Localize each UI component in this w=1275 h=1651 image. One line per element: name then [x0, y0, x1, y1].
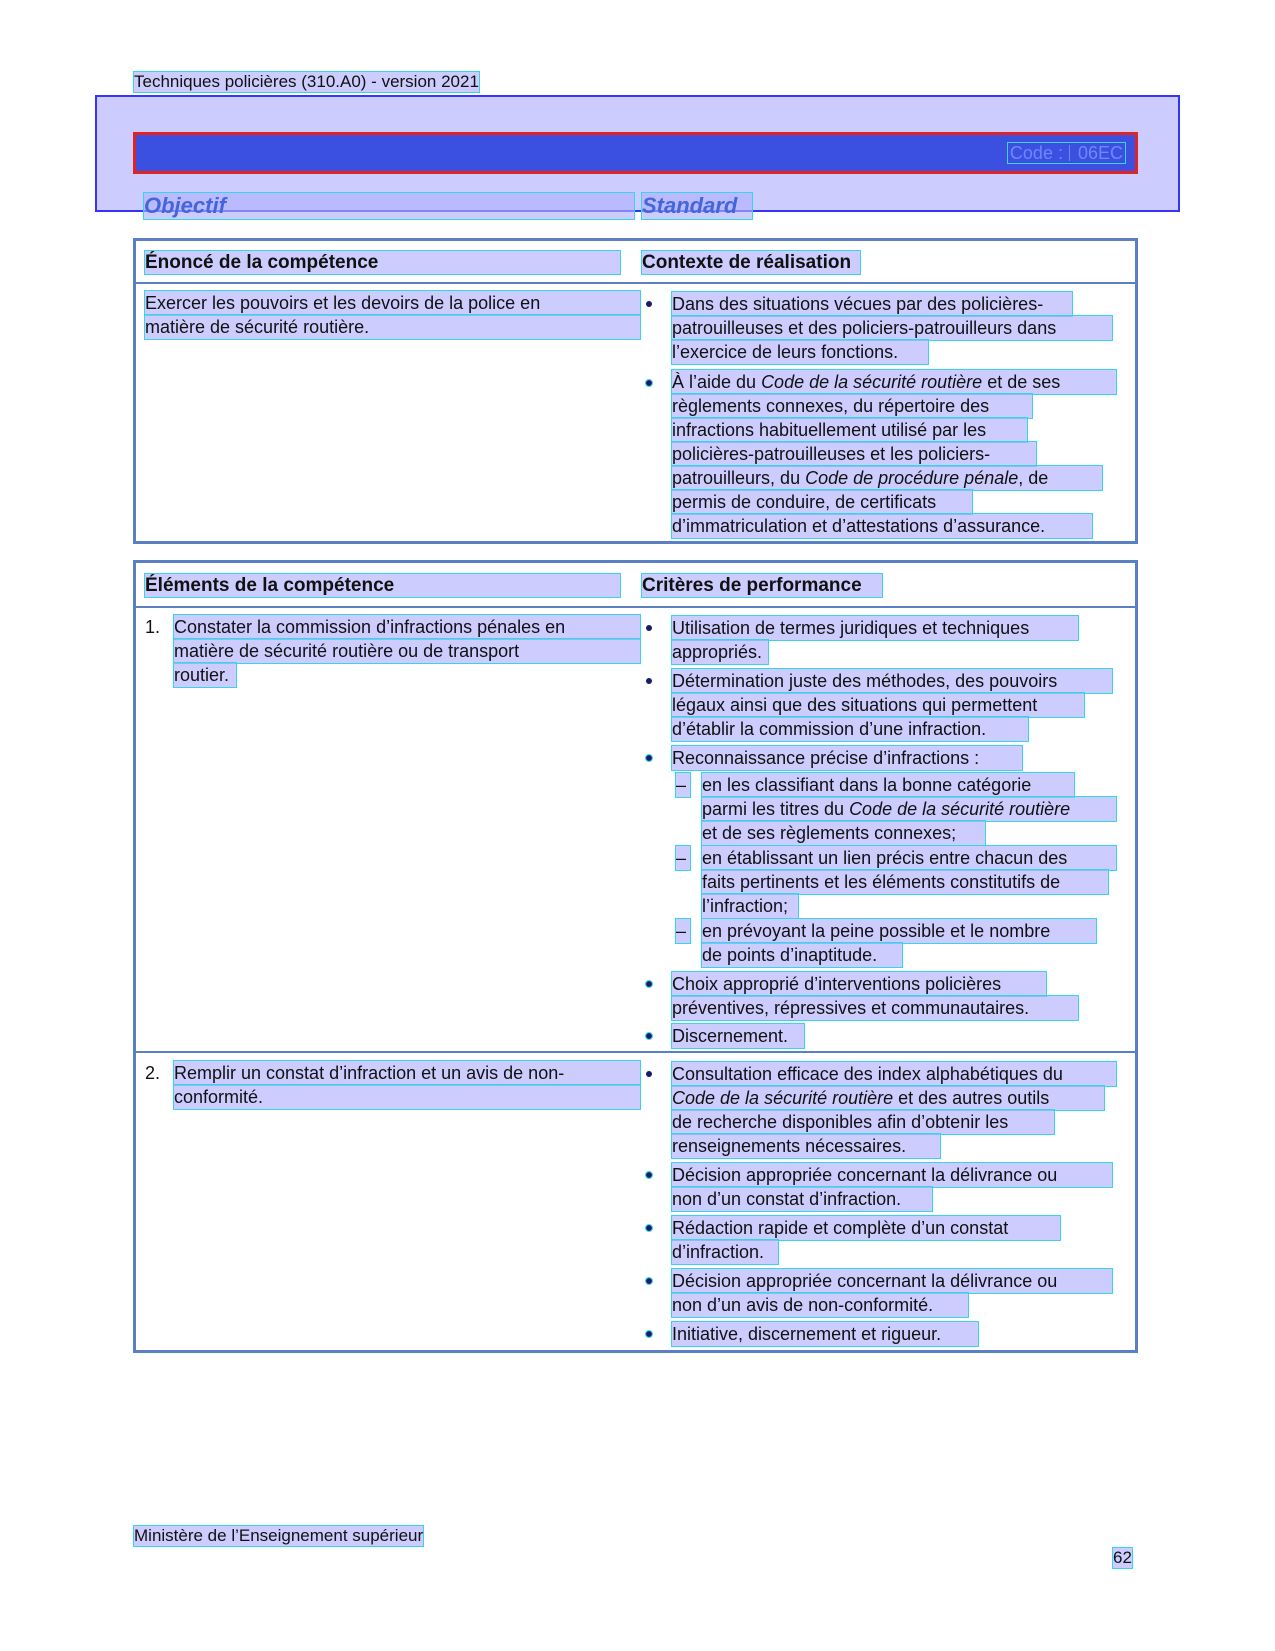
- statement-column-header: Énoncé de la compétence: [145, 251, 620, 274]
- bullet-icon: [646, 1225, 652, 1231]
- context-line: policières-patrouilleuses et les policiers-: [672, 442, 1036, 466]
- criteria-line: Discernement.: [672, 1024, 804, 1048]
- criteria-line: appropriés.: [672, 640, 768, 664]
- criteria-line: Décision appropriée concernant la délivrance ou: [672, 1269, 1112, 1293]
- criteria-line: d’infraction.: [672, 1240, 778, 1264]
- criteria-line: Utilisation de termes juridiques et techniques: [672, 616, 1078, 640]
- criteria-line: Reconnaissance précise d’infractions :: [672, 746, 1022, 770]
- sub-criteria-line: de points d’inaptitude.: [702, 943, 902, 967]
- context-line: permis de conduire, de certificats: [672, 490, 972, 514]
- dash-icon: –: [676, 846, 690, 870]
- code-label: [1008, 143, 1125, 163]
- bullet-icon: [646, 301, 652, 307]
- criteria-line: d’établir la commission d’une infraction.: [672, 717, 1028, 741]
- context-line: Dans des situations vécues par des policières-: [672, 292, 1072, 316]
- bullet-icon: [646, 755, 652, 761]
- standard-heading: Standard: [642, 193, 752, 219]
- context-line: infractions habituellement utilisé par les: [672, 418, 1027, 442]
- row-divider: [136, 1051, 1135, 1053]
- footer-ministry: Ministère de l’Enseignement supérieur: [134, 1526, 424, 1545]
- criteria-line: Code de la sécurité routière et des autres outils: [672, 1086, 1104, 1110]
- criteria-line: légaux ainsi que des situations qui permettent: [672, 693, 1084, 717]
- code-value: 06EC: [1077, 143, 1123, 163]
- context-line: À l’aide du Code de la sécurité routière et de ses: [672, 370, 1116, 394]
- criteria-line: non d’un constat d’infraction.: [672, 1187, 932, 1211]
- header-divider: [136, 282, 1135, 284]
- criteria-line: renseignements nécessaires.: [672, 1134, 940, 1158]
- elements-column-header: Éléments de la compétence: [145, 574, 620, 597]
- criteria-line: non d’un avis de non-conformité.: [672, 1293, 968, 1317]
- criteria-column-header: Critères de performance: [642, 574, 882, 597]
- element-number: 2.: [145, 1063, 161, 1083]
- dash-icon: –: [676, 919, 690, 943]
- statement-line: matière de sécurité routière.: [145, 315, 640, 339]
- criteria-line: Rédaction rapide et complète d’un constat: [672, 1216, 1060, 1240]
- element-line: Remplir un constat d’infraction et un avis de non-: [174, 1061, 640, 1085]
- context-column-header: Contexte de réalisation: [642, 251, 860, 274]
- bullet-icon: [646, 1278, 652, 1284]
- criteria-line: Choix approprié d’interventions policières: [672, 972, 1046, 996]
- criteria-line: Consultation efficace des index alphabétiques du: [672, 1062, 1116, 1086]
- dash-icon: –: [676, 773, 690, 797]
- sub-criteria-line: en prévoyant la peine possible et le nombre: [702, 919, 1096, 943]
- elements-table: [133, 560, 1138, 1353]
- sub-criteria-line: en établissant un lien précis entre chacun des: [702, 846, 1116, 870]
- header-divider: [136, 606, 1135, 608]
- element-number: 1.: [145, 617, 161, 637]
- code-label-text: Code :: [1009, 143, 1063, 163]
- element-line: matière de sécurité routière ou de transport: [174, 639, 640, 663]
- context-line: patrouilleuses et des policiers-patrouilleurs dans: [672, 316, 1112, 340]
- code-bar: [133, 132, 1138, 174]
- sub-criteria-line: faits pertinents et les éléments constitutifs de: [702, 870, 1108, 894]
- bullet-icon: [646, 981, 652, 987]
- sub-criteria-line: et de ses règlements connexes;: [702, 821, 985, 845]
- sub-criteria-line: l’infraction;: [702, 894, 798, 918]
- bullet-icon: [646, 1033, 652, 1039]
- bullet-icon: [646, 380, 652, 386]
- element-line: routier.: [174, 663, 236, 687]
- bullet-icon: [646, 1172, 652, 1178]
- bullet-icon: [646, 1331, 652, 1337]
- criteria-line: Décision appropriée concernant la délivrance ou: [672, 1163, 1112, 1187]
- objective-heading: Objectif: [144, 193, 634, 219]
- criteria-line: Détermination juste des méthodes, des pouvoirs: [672, 669, 1112, 693]
- element-line: conformité.: [174, 1085, 640, 1109]
- element-line: Constater la commission d’infractions pénales en: [174, 615, 640, 639]
- sub-criteria-line: parmi les titres du Code de la sécurité routière: [702, 797, 1116, 821]
- competence-table: [133, 238, 1138, 544]
- statement-line: Exercer les pouvoirs et les devoirs de la police en: [145, 291, 640, 315]
- bullet-icon: [646, 678, 652, 684]
- bullet-icon: [646, 625, 652, 631]
- page-number: 62: [1113, 1548, 1132, 1567]
- document-header: Techniques policières (310.A0) - version 2021: [134, 72, 479, 91]
- criteria-line: Initiative, discernement et rigueur.: [672, 1322, 978, 1346]
- criteria-line: préventives, répressives et communautaires.: [672, 996, 1078, 1020]
- context-line: règlements connexes, du répertoire des: [672, 394, 1032, 418]
- sub-criteria-line: en les classifiant dans la bonne catégorie: [702, 773, 1074, 797]
- context-line: l’exercice de leurs fonctions.: [672, 340, 928, 364]
- criteria-line: de recherche disponibles afin d’obtenir les: [672, 1110, 1054, 1134]
- context-line: d’immatriculation et d’attestations d’assurance.: [672, 514, 1092, 538]
- bullet-icon: [646, 1071, 652, 1077]
- context-line: patrouilleurs, du Code de procédure pénale, de: [672, 466, 1102, 490]
